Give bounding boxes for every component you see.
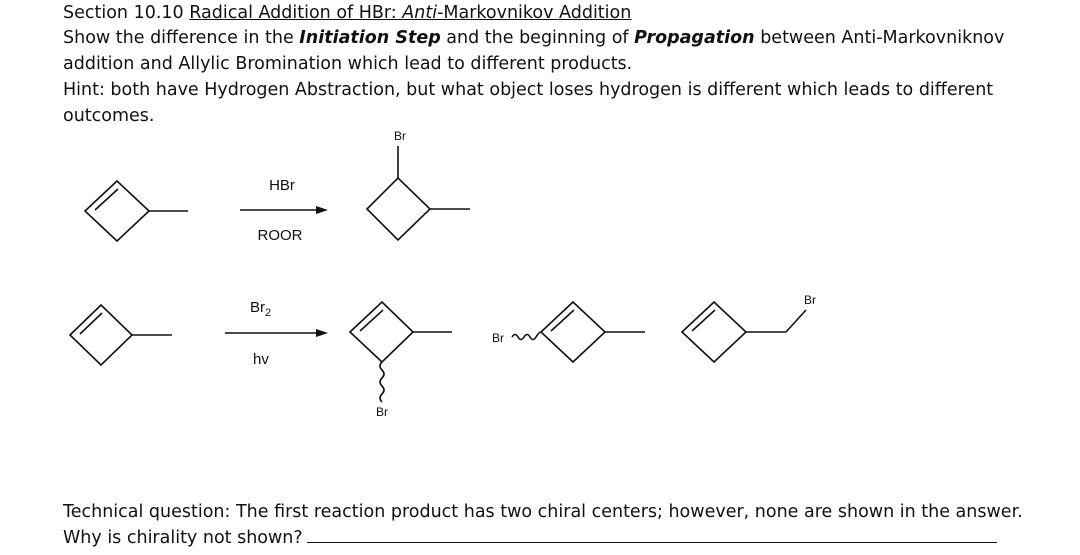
section-heading: Section 10.10 Radical Addition of HBr: Anti-Markovnikov Addition [63,3,632,23]
section-title: Radical Addition of HBr: Anti-Markovnikov Addition [189,3,632,23]
reaction-1-arrow [240,206,328,214]
product-2b-br-label: Br [492,331,504,345]
instruction-line-2: addition and Allylic Bromination which lead to different products. [63,54,633,74]
instruction-line: Show the difference in the Initiation Step and the beginning of Propagation between Anti-Markovniknov [63,28,1005,48]
reactant-2-cyclobutene [70,305,172,365]
product-2a-bromide [350,302,452,402]
reagent-hv: hv [253,351,269,368]
product-1-bromocyclobutane [367,146,470,240]
reactant-1-cyclobutene [85,181,188,241]
reaction-2-arrow [225,329,328,337]
product-1-br-label: Br [394,129,406,143]
hint-line-2: outcomes. [63,106,155,126]
product-2c-br-label: Br [804,293,816,307]
product-2c-bromide [682,302,806,362]
reagent-br2: $Br_2$ [250,299,272,319]
product-2b-bromide [512,302,645,362]
question-line: Why is chirality not shown? [63,524,997,551]
reagent-roor: ROOR [257,227,303,244]
hint-line: Hint: both have Hydrogen Abstraction, but what object loses hydrogen is different which leads to different [63,80,994,100]
product-2a-br-label: Br [376,405,388,419]
answer-blank[interactable] [307,524,997,543]
reagent-hbr: HBr [269,177,295,194]
technical-question: Technical question: The first reaction product has two chiral centers; however, none are shown in the answer. [63,502,1023,522]
